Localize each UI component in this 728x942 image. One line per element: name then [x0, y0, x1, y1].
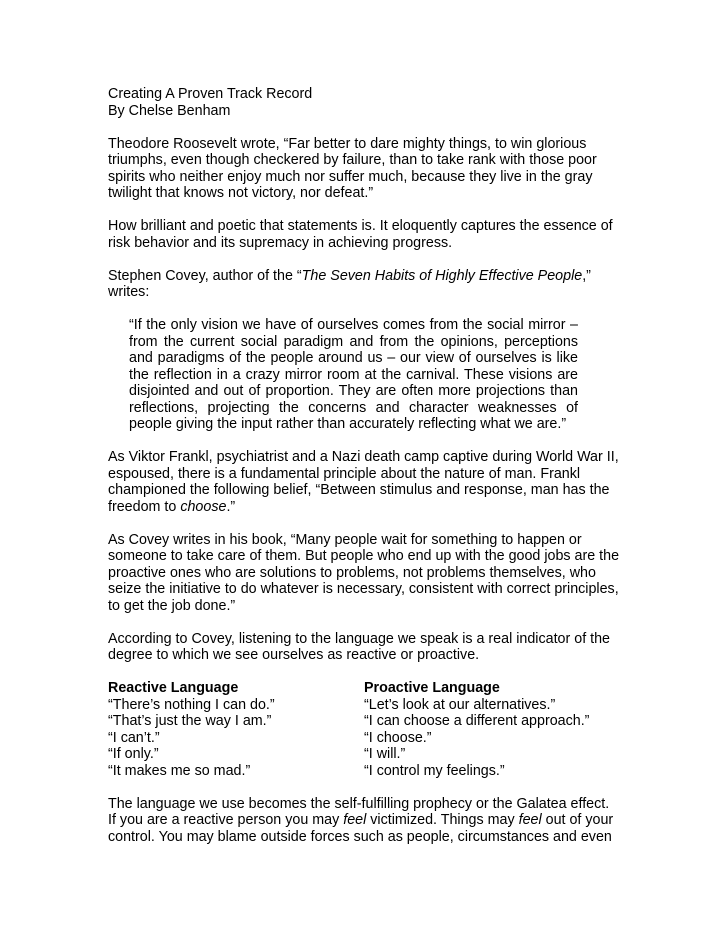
language-comparison: [108, 680, 620, 779]
reactive-column: [108, 680, 364, 779]
proactive-item: “I can choose a different approach.”: [364, 713, 590, 729]
proactive-item: “I will.”: [364, 746, 406, 762]
reactive-item: “If only.”: [108, 746, 159, 762]
proactive-item: “I control my feelings.”: [364, 762, 505, 779]
paragraph-language-indicator: According to Covey, listening to the language we speak is a real indicator of the degree to which we see ourselves as reactive or proactive.: [108, 630, 611, 663]
frankl-before: As Viktor Frankl, psychiatrist and a Nazi death camp captive during World War II, espoused, there is a fundamental principle about the nature of man. Frankl championed the following belief, “Between stimulus and response, man has the freedom to: [108, 449, 619, 515]
paragraph-roosevelt: Theodore Roosevelt wrote, “Far better to dare mighty things, to win glorious triumphs, even though checkered by failure, than to take rank with those poor spirits who neither enjoy much nor suffer much, because they live in the gray twilight that knows not victory, nor defeat.”: [108, 135, 597, 201]
article-title: Creating A Proven Track Record: [108, 86, 313, 102]
galatea-emphasis-2: feel: [518, 812, 542, 828]
paragraph-covey-intro: [108, 268, 620, 301]
paragraph-frankl: [108, 449, 620, 515]
frankl-emphasis: choose: [180, 498, 227, 515]
document-body: [108, 86, 620, 845]
covey-intro-after: ,” writes:: [108, 267, 591, 300]
frankl-after: .”: [226, 498, 236, 515]
article-byline: By Chelse Benham: [108, 102, 231, 119]
galatea-emphasis-1: feel: [343, 812, 367, 828]
proactive-heading: Proactive Language: [364, 680, 500, 696]
reactive-item: “I can’t.”: [108, 729, 160, 746]
galatea-part3: out of your control. You may blame outside forces such as people, circumstances and even: [108, 812, 614, 845]
proactive-item: “Let’s look at our alternatives.”: [364, 696, 556, 713]
reactive-item: “It makes me so mad.”: [108, 762, 251, 779]
galatea-part2: victimized. Things may: [366, 812, 519, 828]
proactive-column: [364, 680, 620, 779]
reactive-heading: Reactive Language: [108, 680, 239, 696]
galatea-part1: The language we use becomes the self-fulfilling prophecy or the Galatea effect. If you are a reactive person you may: [108, 795, 610, 828]
covey-quote: “If the only vision we have of ourselves comes from the social mirror – from the current social paradigm and from the opinions, perceptions and paradigms of the people around us – our view of ourselves is like the reflection in a crazy mirror room at the carnival. These visions are disjointed and out of proportion. They are often more projections than reflections, projecting the concerns and character weaknesses of people giving the input rather than accurately reflecting what we are.”: [129, 317, 578, 432]
book-title: The Seven Habits of Highly Effective People: [301, 267, 583, 284]
paragraph-covey-book: As Covey writes in his book, “Many people wait for something to happen or someone to take care of them. But people who end up with the good jobs are the proactive ones who are solutions to problems, not problems themselves, who seize the initiative to do whatever is necessary, consistent with correct principles, to get the job done.”: [108, 531, 620, 614]
paragraph-galatea: [108, 796, 620, 846]
covey-intro-before: Stephen Covey, author of the “: [108, 267, 302, 284]
reactive-item: “There’s nothing I can do.”: [108, 696, 275, 713]
reactive-item: “That’s just the way I am.”: [108, 713, 272, 729]
proactive-item: “I choose.”: [364, 729, 432, 746]
paragraph-brilliant: How brilliant and poetic that statements is. It eloquently captures the essence of risk behavior and its supremacy in achieving progress.: [108, 218, 613, 251]
